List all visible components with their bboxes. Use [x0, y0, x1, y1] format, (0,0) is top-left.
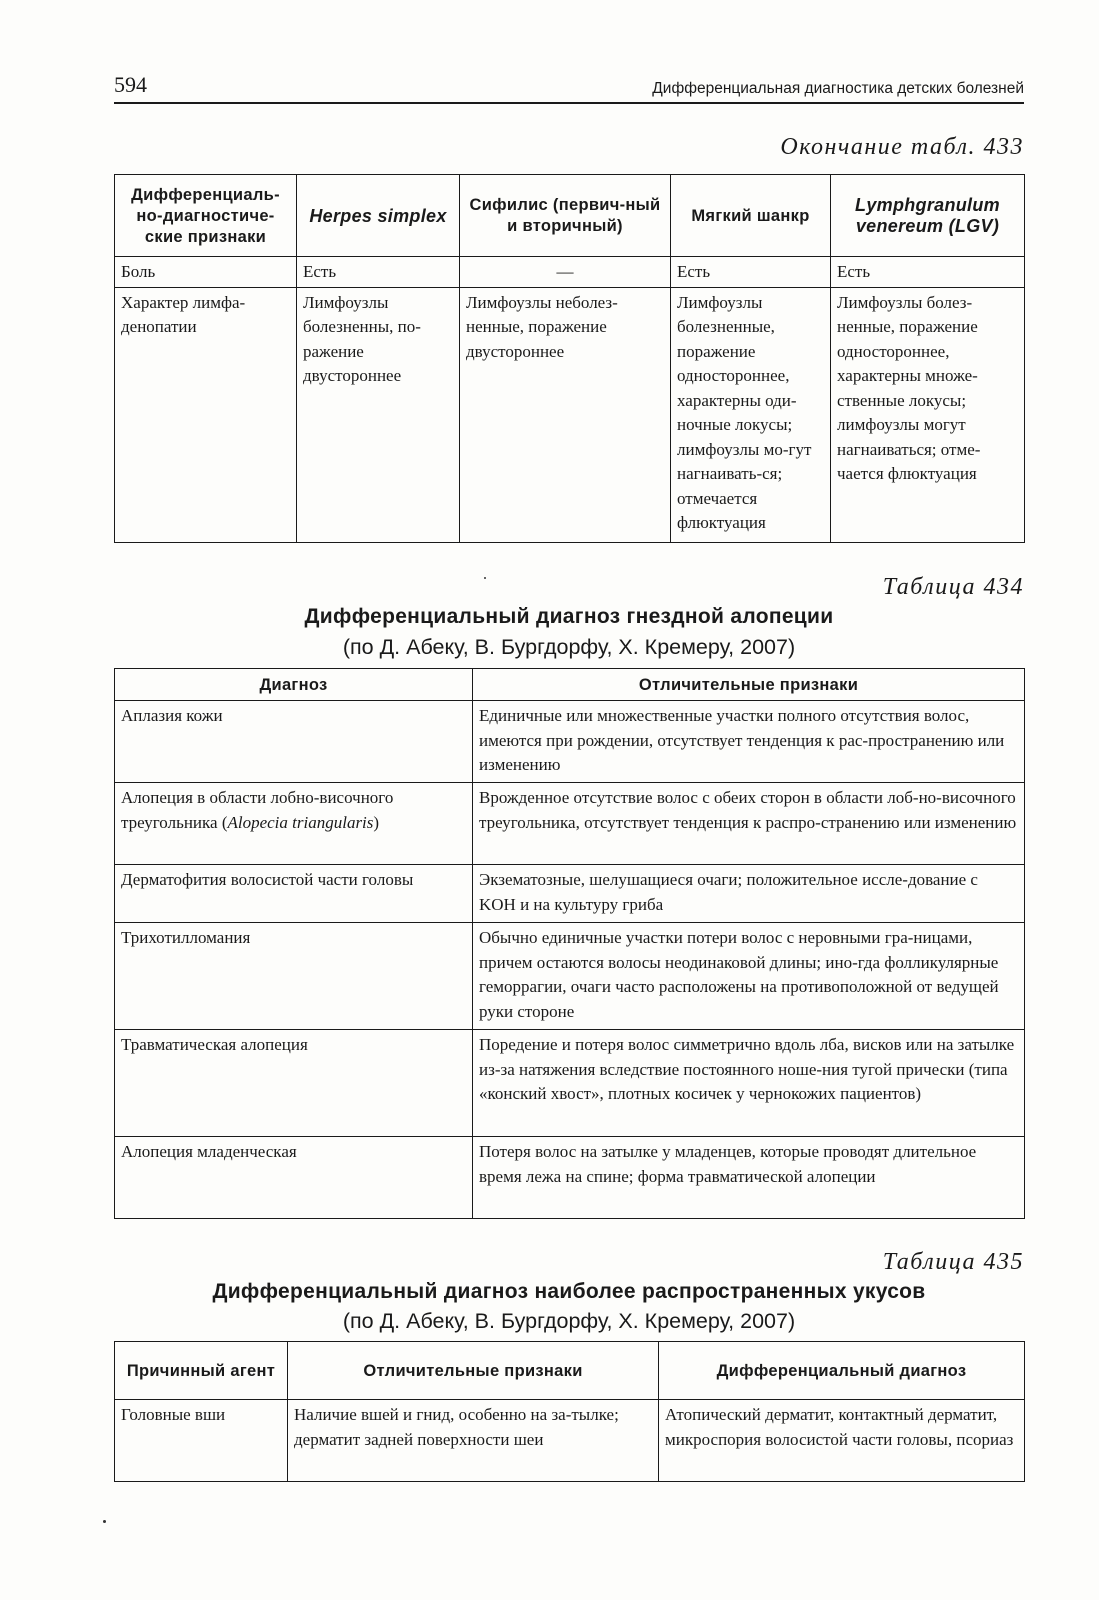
table-cell: Экзематозные, шелушащиеся очаги; положительное иссле-дование с KOH и на культуру гриба — [473, 865, 1025, 923]
table-cell: Наличие вшей и гнид, особенно на за-тылке; дерматит задней поверхности шеи — [288, 1400, 659, 1482]
table-433 — [114, 174, 1025, 543]
table-row — [115, 1137, 1025, 1219]
table-cell: Травматическая алопеция — [115, 1030, 473, 1137]
table-cell: Обычно единичные участки потери волос с неровными гра-ницами, причем остаются волосы неодинаковой длины; ино-гда фолликулярные геморрагии, очаги часто расположены на противоположной от ведущей руки стороне — [473, 923, 1025, 1030]
column-header: Herpes simplex — [297, 175, 460, 257]
table-cell: Есть — [671, 257, 831, 288]
table-row — [115, 923, 1025, 1030]
table-row — [115, 783, 1025, 865]
table-header-row — [115, 175, 1025, 257]
table-cell: Поредение и потеря волос симметрично вдоль лба, висков или на затылке из-за натяжения вследствие постоянного ноше-ния тугой прически (типа «конский хвост», плотных косичек у чернокожих пациентов) — [473, 1030, 1025, 1137]
table-cell: Лимфоузлы неболез-ненные, поражение двустороннее — [460, 287, 671, 542]
table-row — [115, 701, 1025, 783]
table-row — [115, 1400, 1025, 1482]
table-434 — [114, 668, 1025, 1219]
table-cell: Дерматофития волосистой части головы — [115, 865, 473, 923]
table-row — [115, 865, 1025, 923]
table-cell: — — [460, 257, 671, 288]
table-cell: Боль — [115, 257, 297, 288]
table-cell: Трихотилломания — [115, 923, 473, 1030]
table-cell: Лимфоузлы болез-ненные, поражение одностороннее, характерны множе-ственные локусы; лимфоузлы могут нагнаиваться; отме-чается флюктуация — [831, 287, 1025, 542]
table-435 — [114, 1341, 1025, 1482]
running-head — [114, 72, 1024, 104]
table-row — [115, 257, 1025, 288]
table-cell: Аплазия кожи — [115, 701, 473, 783]
table-434-source: (по Д. Абеку, В. Бургдорфу, Х. Кремеру, 2007) — [342, 635, 796, 659]
chapter-title: Дифференциальная диагностика детских болезней — [652, 80, 1024, 97]
table-cell: Алопеция в области лобно-височного треугольника (Alopecia triangularis) — [115, 783, 473, 865]
column-header: Причинный агент — [115, 1342, 288, 1400]
table-header-row — [115, 669, 1025, 701]
column-header: Дифференциаль-но-диагностиче-ские признаки — [115, 175, 297, 257]
table-434-title: Дифференциальный диагноз гнездной алопеции — [304, 605, 834, 628]
table-row — [115, 287, 1025, 542]
table-cell: Потеря волос на затылке у младенцев, которые проводят длительное время лежа на спине; форма травматической алопеции — [473, 1137, 1025, 1219]
table-row — [115, 1030, 1025, 1137]
table-435-source: (по Д. Абеку, В. Бургдорфу, Х. Кремеру, 2007) — [342, 1309, 796, 1333]
table-433-caption: Окончание табл. 433 — [780, 134, 1024, 160]
column-header: Сифилис (первич-ный и вторичный) — [460, 175, 671, 257]
column-header: Lymphgranulum venereum (LGV) — [831, 175, 1025, 257]
table-header-row — [115, 1342, 1025, 1400]
scan-speck — [484, 577, 486, 579]
table-435-title: Дифференциальный диагноз наиболее распространенных укусов — [212, 1280, 926, 1303]
table-cell: Лимфоузлы болезненны, по-ражение двустороннее — [297, 287, 460, 542]
table-cell: Характер лимфа-денопатии — [115, 287, 297, 542]
table-cell: Врожденное отсутствие волос с обеих сторон в области лоб-но-височного треугольника, отсутствует тенденция к распро-странению или изменению — [473, 783, 1025, 865]
column-header: Дифференциальный диагноз — [659, 1342, 1025, 1400]
table-cell: Головные вши — [115, 1400, 288, 1482]
column-header: Отличительные признаки — [288, 1342, 659, 1400]
table-cell: Есть — [831, 257, 1025, 288]
table-cell: Есть — [297, 257, 460, 288]
column-header: Отличительные признаки — [473, 669, 1025, 701]
table-cell: Алопеция младенческая — [115, 1137, 473, 1219]
table-435-caption: Таблица 435 — [882, 1249, 1024, 1275]
table-cell: Единичные или множественные участки полного отсутствия волос, имеются при рождении, отсутствует тенденция к рас-пространению или изменению — [473, 701, 1025, 783]
scan-speck — [103, 1520, 106, 1523]
table-434-caption: Таблица 434 — [882, 574, 1024, 600]
column-header: Мягкий шанкр — [671, 175, 831, 257]
table-cell: Атопический дерматит, контактный дерматит, микроспория волосистой части головы, псориаз — [659, 1400, 1025, 1482]
table-cell: Лимфоузлы болезненные, поражение одностороннее, характерны оди-ночные локусы; лимфоузлы мо-гут нагнаивать-ся; отмечается флюктуация — [671, 287, 831, 542]
column-header: Диагноз — [115, 669, 473, 701]
page-number: 594 — [114, 72, 147, 97]
